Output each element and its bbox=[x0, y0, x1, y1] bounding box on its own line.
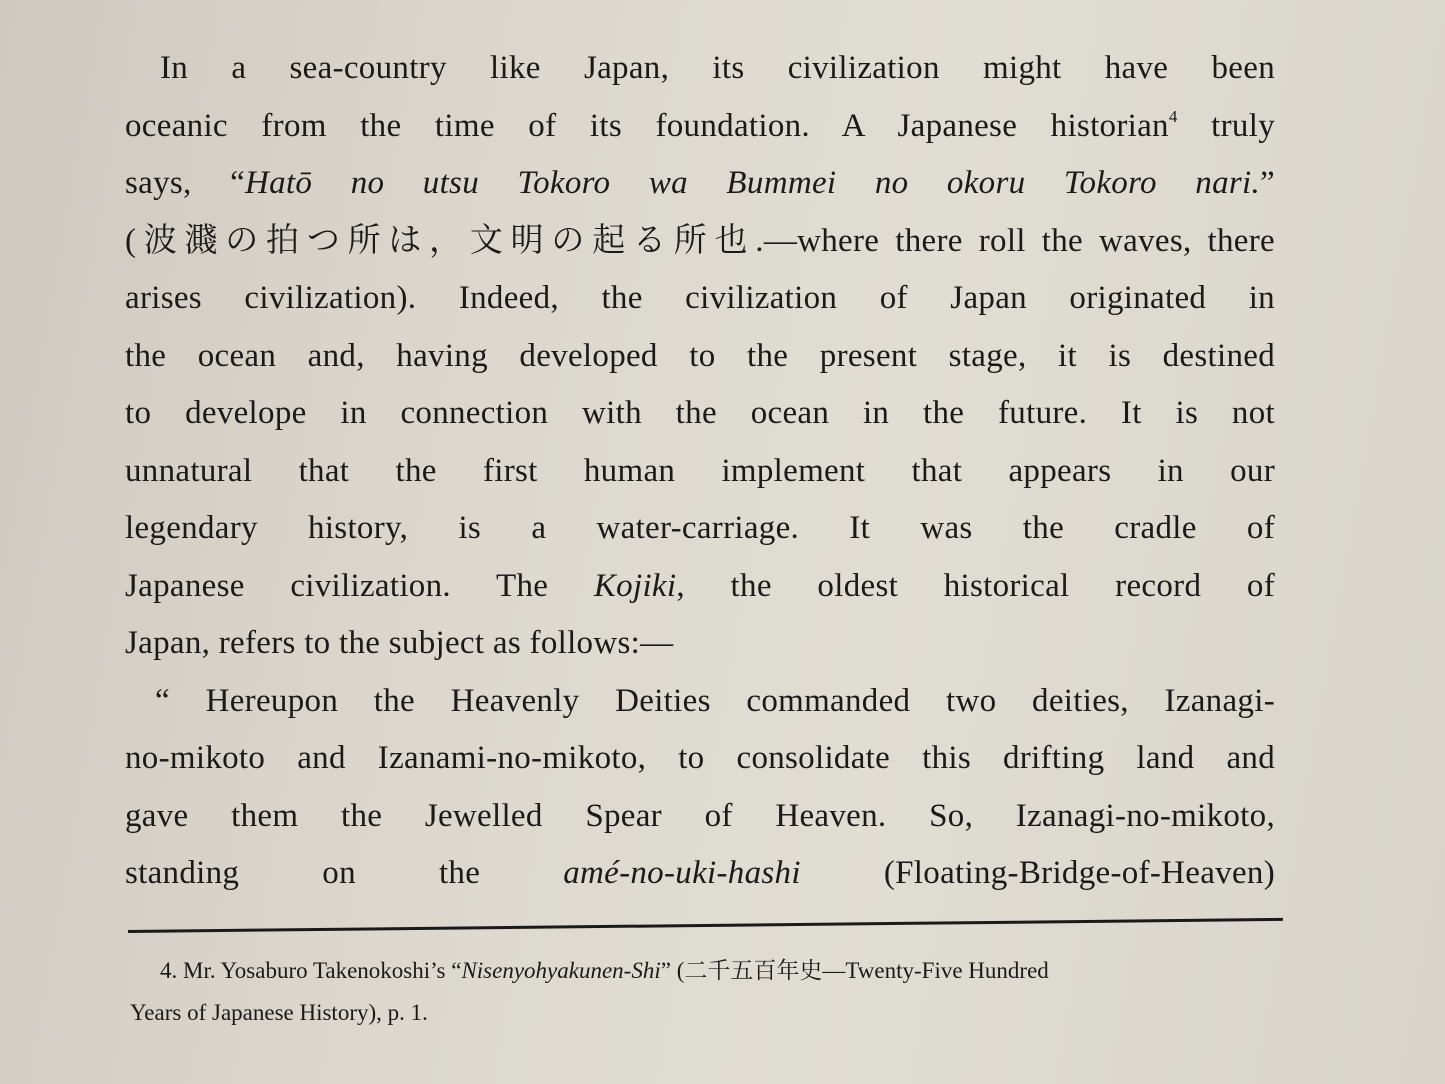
text-line bbox=[125, 558, 1275, 616]
text-line bbox=[125, 155, 1275, 213]
text-segment: In a sea-country like Japan, its civilization might have been bbox=[160, 50, 1275, 86]
footnote-line bbox=[130, 950, 1285, 992]
text-segment: gave them the Jewelled Spear of Heaven. So, Izanagi-no-mikoto, bbox=[125, 797, 1275, 834]
footnote-text: Mr. Yosaburo Takenokoshi’s “ bbox=[177, 958, 462, 983]
footnote bbox=[130, 950, 1285, 1034]
text-line bbox=[125, 673, 1275, 731]
italic-quote: Hatō no utsu Tokoro wa Bummei no okoru Tokoro nari. bbox=[245, 165, 1261, 201]
body-text bbox=[125, 40, 1275, 903]
text-segment: Japanese civilization. The bbox=[125, 567, 594, 604]
text-line bbox=[125, 788, 1275, 846]
text-segment: (波濺の拍つ所は，文明の起る所也.—where there roll the waves, there bbox=[125, 222, 1275, 259]
text-segment: legendary history, is a water-carriage. It was the cradle of bbox=[125, 510, 1275, 546]
italic-term: amé-no-uki-hashi bbox=[563, 855, 801, 891]
footnote-line bbox=[130, 992, 1285, 1034]
text-segment: “ Hereupon the Heavenly Deities commanded two deities, Izanagi- bbox=[155, 682, 1275, 719]
text-line bbox=[125, 443, 1275, 501]
text-line bbox=[125, 500, 1275, 558]
text-segment: says, “ bbox=[125, 165, 246, 201]
text-line bbox=[125, 328, 1275, 386]
text-line bbox=[125, 845, 1275, 903]
text-segment: unnatural that the first human implement that appears in our bbox=[125, 452, 1275, 489]
italic-title: Kojiki bbox=[593, 567, 677, 604]
text-line bbox=[125, 213, 1275, 271]
text-segment: arises civilization). Indeed, the civilization of Japan originated in bbox=[125, 280, 1275, 316]
text-segment: to develope in connection with the ocean in the future. It is not bbox=[125, 395, 1275, 431]
text-line bbox=[125, 40, 1275, 98]
text-segment: , the oldest historical record of bbox=[676, 567, 1275, 604]
text-segment: ” bbox=[1260, 165, 1275, 201]
text-line bbox=[125, 730, 1275, 788]
footnote-title: Nisenyohyakunen-Shi bbox=[461, 958, 661, 983]
text-segment: oceanic from the time of its foundation. A Japanese historian bbox=[125, 107, 1169, 144]
text-line bbox=[125, 98, 1275, 156]
footnote-number: 4. bbox=[160, 958, 178, 983]
footnote-text: Years of Japanese History), p. 1. bbox=[130, 1000, 428, 1025]
footnote-reference: 4 bbox=[1168, 106, 1178, 126]
text-segment: (Floating-Bridge-of-Heaven) bbox=[800, 855, 1275, 891]
text-segment: Japan, refers to the subject as follows:— bbox=[125, 625, 674, 661]
text-line bbox=[125, 270, 1275, 328]
text-line bbox=[125, 385, 1275, 443]
text-segment: standing on the bbox=[125, 855, 564, 891]
footnote-divider bbox=[128, 918, 1283, 933]
text-line bbox=[125, 615, 1275, 673]
text-segment: no-mikoto and Izanami-no-mikoto, to consolidate this drifting land and bbox=[125, 740, 1275, 776]
text-segment: truly bbox=[1211, 107, 1275, 144]
text-segment: the ocean and, having developed to the present stage, it is destined bbox=[125, 337, 1275, 374]
footnote-text: ” (二千五百年史—Twenty-Five Hundred bbox=[660, 958, 1049, 983]
